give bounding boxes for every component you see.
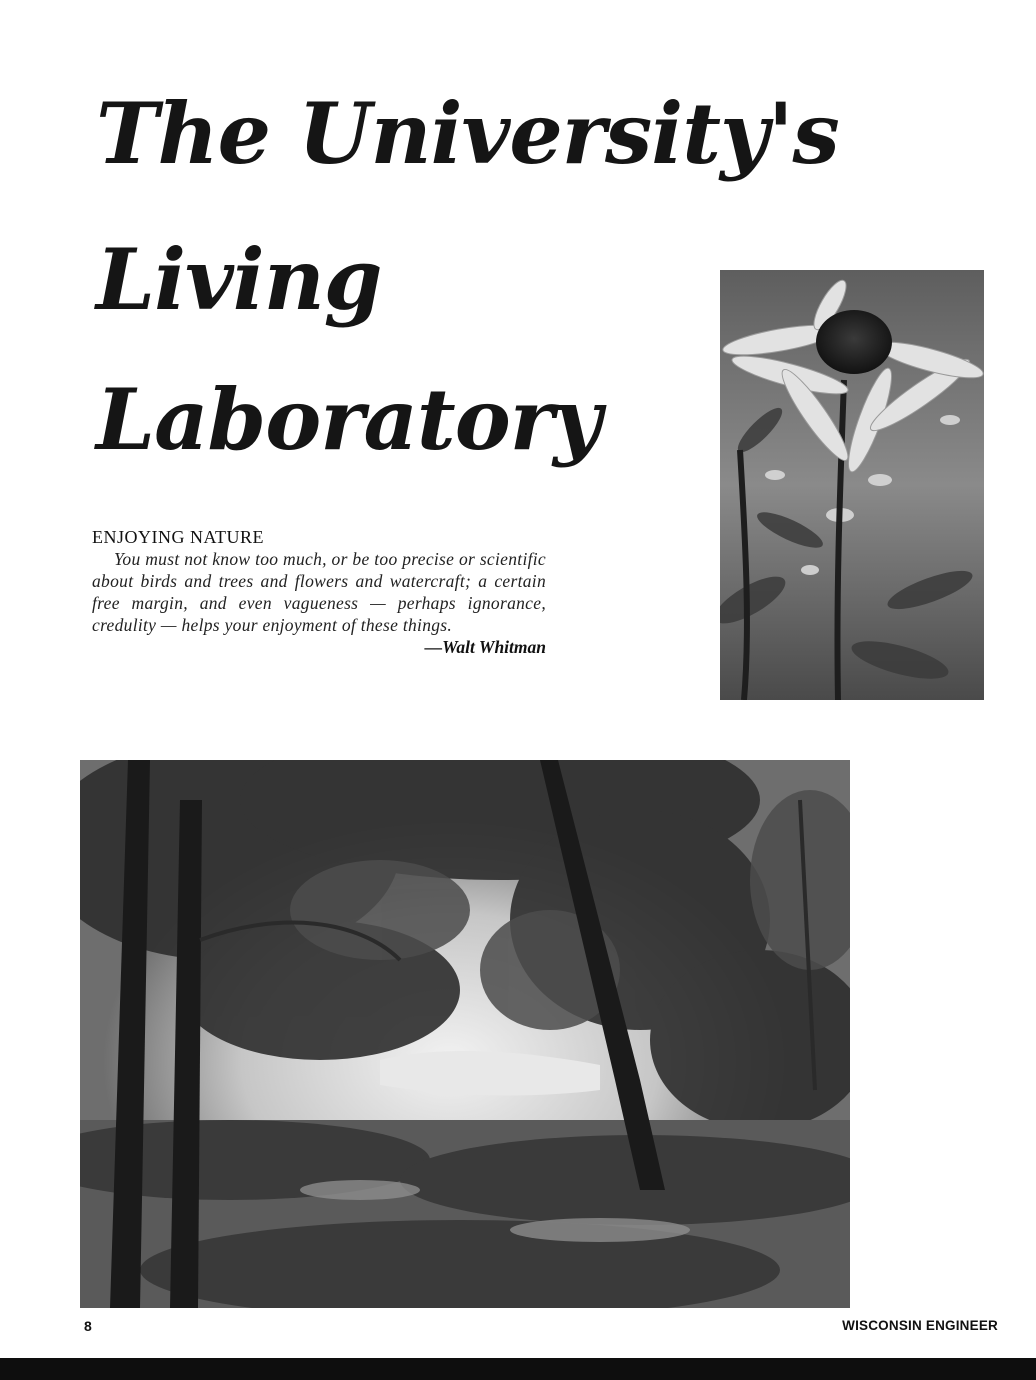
coneflower-photo [720, 270, 984, 700]
epigraph-text: You must not know too much, or be too precise or scientific about birds and trees and flowers and watercraft; a certain free margin, and even vagueness — perhaps ignorance, credulity — helps your enjoyment of these things. [92, 549, 546, 635]
epigraph [92, 526, 546, 658]
title-line-1: The University's [96, 84, 839, 183]
epigraph-author: —Walt Whitman [424, 637, 546, 657]
scan-edge-band [0, 1358, 1036, 1380]
coneflower-image [720, 270, 984, 700]
title-line-2: Living [96, 230, 382, 329]
woodland-pond-photo [80, 760, 850, 1308]
woodland-image [80, 760, 850, 1308]
title-line-3: Laboratory [96, 370, 601, 469]
magazine-name: WISCONSIN ENGINEER [842, 1318, 998, 1333]
epigraph-heading: ENJOYING NATURE [92, 527, 264, 547]
page-number: 8 [84, 1318, 92, 1334]
